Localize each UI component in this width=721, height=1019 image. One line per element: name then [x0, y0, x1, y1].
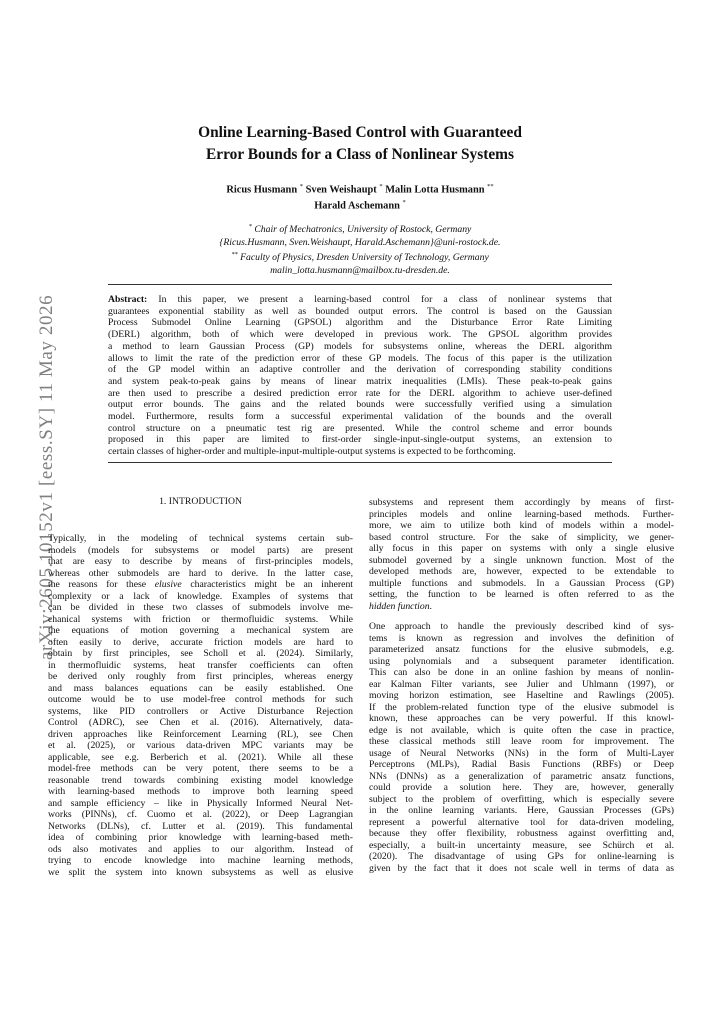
emphasis: hidden function: [369, 600, 430, 612]
affiliation-mark: **: [231, 251, 238, 259]
text-line: chanical systems with friction or thermofluidic systems. While: [48, 613, 353, 625]
text-line: et al. (2025), or various data-driven MPC variants may be: [48, 740, 353, 751]
abstract-line: certain classes of higher-order and multiple-input-multiple-output systems is expected to be forthcoming.: [108, 446, 516, 458]
arxiv-identifier: arXiv:2605.10152v1 [eess.SY] 11 May 2026: [36, 294, 57, 660]
text-line: models (models for subsystems or model parts) are present: [48, 544, 353, 556]
abstract-line: Process Submodel Online Learning (GPSOL) algorithm and the Disturbance Error Rate Limiting: [108, 317, 612, 329]
affiliation-mark: *: [379, 183, 383, 190]
author-name: Ricus Husmann: [226, 184, 298, 196]
text-line: (2020). The disadvantage of using GPs for online-learning is: [369, 851, 674, 862]
text-line: in thermofluidic systems, heat transfer coefficients can often: [48, 659, 353, 671]
abstract-top-rule: [108, 284, 612, 285]
text-line: reasonable trend towards combining existing model knowledge: [48, 774, 353, 786]
text-line: we split the system into known subsystems as well as elusive: [48, 866, 353, 878]
text-line: the equations of motion governing a mechanical system are: [48, 625, 353, 636]
text-line: often easily to derive, accurate friction models are hard to: [48, 636, 353, 648]
abstract-line: a method to learn Gaussian Process (GP) models for subsystems online, whereas the DERL algorithm: [108, 340, 612, 352]
affiliation-line: [100, 221, 620, 237]
author-list: [100, 180, 620, 213]
text-line: based control structure. For the sake of simplicity, we gener-: [369, 531, 674, 543]
text-line: works (PINNs), cf. Cuomo et al. (2022), or Deep Lagrangian: [48, 809, 353, 820]
abstract-line: proposed in this paper are limited to first-order single-input-single-output systems, an extension to: [108, 434, 612, 446]
text-line: and mass balances equations can be easily established. One: [48, 682, 353, 694]
text-line: whereas other submodels are hard to derive. In the latter case,: [48, 567, 353, 579]
text-line: known, these approaches can be very powerful. If this knowl-: [369, 713, 674, 724]
text-line: be derived only roughly from first principles, whereas energy: [48, 671, 353, 682]
abstract-label: Abstract:: [108, 294, 148, 305]
text-line: especially, a built-in uncertainty measure, see Schürch et al.: [369, 839, 674, 851]
text-line: ods also motivates and applies to our algorithm. Instead of: [48, 843, 353, 855]
text-line: Typically, in the modeling of technical systems certain sub-: [48, 533, 353, 544]
abstract-bottom-rule: [108, 462, 612, 463]
affiliations: [100, 221, 620, 278]
text-line: developed methods are, however, expected to be extendable to: [369, 566, 674, 577]
text-line: outcome would be to use model-free control methods for such: [48, 694, 353, 705]
abstract-line: Abstract: In this paper, we present a learning-based control for a class of nonlinear systems that: [108, 294, 613, 305]
text-line: complexity or a lack of knowledge. Examples of systems that: [48, 590, 353, 602]
text-line: subsystems and represent them accordingly by means of first-: [369, 497, 674, 508]
text-line: Control (ADRC), see Chen et al. (2016). Alternatively, data-: [48, 717, 353, 728]
section-heading-introduction: 1. INTRODUCTION: [159, 496, 242, 507]
title-line: Online Learning-Based Control with Guaranteed: [198, 124, 522, 141]
affiliation-line: [100, 249, 620, 265]
text-line: these classical methods still leave room for improvement. The: [369, 736, 674, 747]
paragraph-gap: [369, 612, 674, 621]
text-line: applicable, see e.g. Berberich et al. (2021). While all these: [48, 751, 353, 763]
text-line: trying to encode knowledge into machine learning methods,: [48, 855, 353, 866]
abstract-line: (DERL) algorithm, both of which were developed in previous work. The GPSOL algorithm provides: [108, 329, 612, 341]
text-line: principles models and online learning-based methods. Further-: [369, 508, 674, 520]
text-line: One approach to handle the previously described kind of sys-: [369, 621, 674, 632]
text-line: tems is known as regression and involves the definition of: [369, 632, 674, 644]
text-line: idea of combining prior knowledge with learning-based meth-: [48, 832, 353, 843]
text-line: parameterized ansatz functions for the elusive submodels, e.g.: [369, 644, 674, 655]
text-line: in the online learning variants. Here, Gaussian Processes (GPs): [369, 805, 674, 816]
affiliation-mark: **: [487, 183, 494, 190]
author-line: [100, 196, 620, 212]
text-line: obtain by first principles, see Scholl et al. (2024). Similarly,: [48, 648, 353, 659]
affiliation-mark: *: [299, 183, 303, 190]
author-line: [100, 180, 620, 196]
abstract-line: control structure on a pneumatic test rig are presented. While the control scheme and error bounds: [108, 422, 612, 434]
text-line: more, we aim to utilize both kind of models within a model-: [369, 520, 674, 531]
left-column: [48, 533, 353, 878]
text-line: submodel governed by a single unknown function. Most of the: [369, 554, 674, 566]
abstract-line: allows to limit the rate of the prediction error of these GP models. The focus of this paper is the utilization: [108, 352, 612, 364]
text-line: ally focus in this paper on systems with only a single elusive: [369, 543, 674, 554]
text-line: could provide a solution here. They are, however, generally: [369, 782, 674, 793]
affiliation-email: {Ricus.Husmann, Sven.Weishaupt, Harald.Aschemann}@uni-rostock.de.: [219, 236, 501, 248]
text-line: and sample efficiency – like in Physically Informed Neural Net-: [48, 797, 353, 809]
text-line: Perceptrons (MLPs), Radial Basis Functions (RBFs) or Deep: [369, 759, 674, 770]
affiliation-text: Chair of Mechatronics, University of Rostock, Germany: [254, 224, 472, 236]
text-line: driven approaches like Reinforcement Learning (RL), see Chen: [48, 728, 353, 740]
text-line: usage of Neural Networks (NNs) in the form of Multi-Layer: [369, 747, 674, 759]
abstract: [108, 294, 612, 458]
title-line: Error Bounds for a Class of Nonlinear Systems: [206, 146, 514, 163]
emphasis: elusive: [154, 579, 182, 590]
text-line: the reasons for these elusive characteristics might be an inherent: [48, 579, 353, 590]
abstract-line: model. Furthermore, results form a successful experimental validation of the bounds and the overall: [108, 411, 612, 423]
right-column: [369, 497, 674, 874]
text-line: setting, the function to be learned is often referred to as the: [369, 589, 674, 600]
affiliation-text: Faculty of Physics, Dresden University of Technology, Germany: [240, 252, 489, 264]
paper-title: [100, 122, 620, 166]
author-name: Malin Lotta Husmann: [385, 184, 485, 196]
text-line: model-free methods can be very potent, there seems to be a: [48, 763, 353, 774]
text-line: edge is not available, which is quite often the case in practice,: [369, 724, 674, 736]
text-line: ear Kalman Filter variants, see Julier and Uhlmann (1997), or: [369, 678, 674, 690]
text-line: with learning-based methods to improve both learning speed: [48, 786, 353, 797]
text-line: because they offer flexibility, robustness against overfitting and,: [369, 828, 674, 839]
text-line: hidden function.: [369, 600, 432, 612]
text-line: subject to the problem of overfitting, which is especially severe: [369, 793, 674, 805]
text-line: If the problem-related function type of the elusive submodel is: [369, 701, 674, 713]
text-line: can be divided in these two classes of submodels involve me-: [48, 602, 353, 613]
abstract-line: are then used to prescribe a desired prediction error rate for the DERL algorithm to achieve user-defined: [108, 387, 612, 399]
abstract-line: and system peak-to-peak gains by means of linear matrix inequalities (LMIs). These peak-to-peak gains: [108, 375, 612, 387]
author-name: Harald Aschemann: [314, 200, 400, 212]
text-line: using polynomials and a subsequent parameter identification.: [369, 655, 674, 667]
author-name: Sven Weishaupt: [305, 184, 377, 196]
affiliation-mark: *: [248, 223, 252, 230]
text-line: represent a powerful alternative tool for data-driven modeling,: [369, 816, 674, 828]
text-line: systems, like PID controllers or Active Disturbance Rejection: [48, 705, 353, 717]
affiliation-email: malin_lotta.husmann@mailbox.tu-dresden.de.: [270, 265, 450, 277]
text-line: NNs (DNNs) as a generalization of parametric ansatz functions,: [369, 770, 674, 782]
affiliation-mark: *: [402, 199, 406, 207]
text-line: multiple functions and submodels. In a Gaussian Process (GP): [369, 577, 674, 589]
text-line: given by the fact that it does not scale well in terms of data as: [369, 862, 674, 874]
text-line: This can also be done in an online fashion by means of nonlin-: [369, 667, 674, 678]
text-line: moving horizon estimation, see Haseltine and Rawlings (2005).: [369, 690, 674, 701]
abstract-line: output error bounds. The gains and the related bounds were successfully verified using a simulation: [108, 399, 612, 411]
abstract-line: of the GP model within an adaptive controller and the derivation of corresponding stability conditions: [108, 364, 612, 376]
abstract-line: guarantees exponential stability as well as bounded output errors. The control is based on the Gaussian: [108, 305, 612, 317]
text-line: that are easy to describe by means of first-principles models,: [48, 556, 353, 567]
text-line: Networks (DLNs), cf. Lutter et al. (2019). This fundamental: [48, 820, 353, 832]
